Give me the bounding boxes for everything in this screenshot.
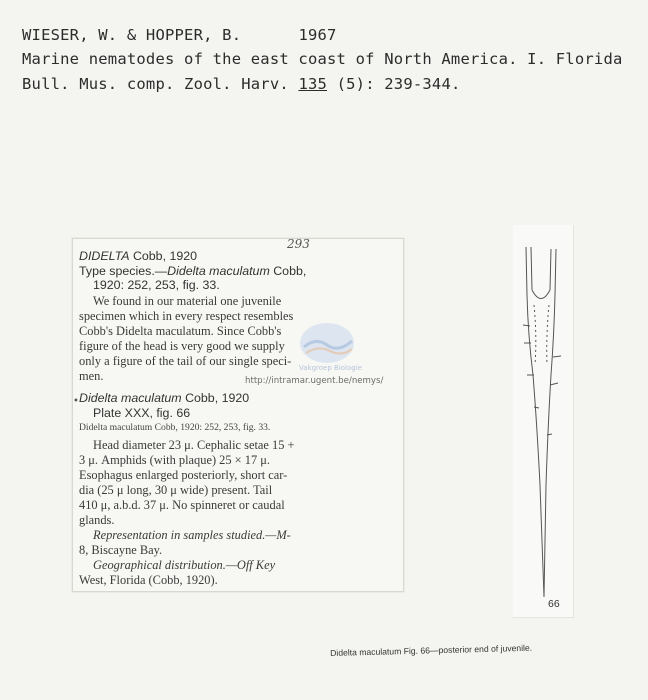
citation-volume: 135 xyxy=(298,75,328,93)
nematode-drawing xyxy=(513,225,573,617)
figure-caption: Didelta maculatum Fig. 66—posterior end of juvenile. xyxy=(330,642,533,658)
description-line: dia (25 μ long, 30 μ wide) present. Tail xyxy=(79,483,273,497)
distribution-line: Geographical distribution.—Off Key xyxy=(93,558,276,572)
handwritten-page-number: 293 xyxy=(287,237,310,251)
description-line: glands. xyxy=(79,513,115,527)
para-line: only a figure of the tail of our single speci- xyxy=(79,354,292,368)
citation-pages: (5): 239-344. xyxy=(336,75,461,93)
citation-journal-line xyxy=(22,75,461,93)
representation-line: 8, Biscayne Bay. xyxy=(79,543,163,557)
para-line: Cobb's Didelta maculatum. Since Cobb's xyxy=(79,324,282,338)
para-line: figure of the head is very good we supply xyxy=(79,339,285,353)
type-species-label: Type species.— xyxy=(79,264,168,278)
synonym-reference: Didelta maculatum Cobb, 1920: 252, 253, fig. 33. xyxy=(79,422,271,433)
species-heading-line xyxy=(79,391,249,405)
type-species-ref: 1920: 252, 253, fig. 33. xyxy=(93,278,220,292)
description-line: 410 μ, a.b.d. 37 μ. No spinneret or caudal xyxy=(79,498,285,512)
citation-journal: Bull. Mus. comp. Zool. Harv. xyxy=(22,75,289,93)
genus-heading: DIDELTA xyxy=(79,249,130,263)
watermark-label: Vakgroep Biologie xyxy=(299,364,362,372)
genus-heading-line xyxy=(79,249,197,263)
para-line: specimen which in every respect resembles xyxy=(79,309,294,323)
species-heading: Didelta maculatum xyxy=(79,391,182,405)
citation-authors: WIESER, W. & HOPPER, B. xyxy=(22,26,242,44)
description-line: Head diameter 23 μ. Cephalic setae 15 + xyxy=(93,438,295,452)
citation-year: 1967 xyxy=(298,26,337,44)
representation-line: Representation in samples studied.—M- xyxy=(93,528,291,542)
type-species-line xyxy=(79,264,306,278)
species-author: Cobb, 1920 xyxy=(185,391,250,405)
bullet-mark: • xyxy=(73,396,79,407)
description-line: 3 μ. Amphids (with plaque) 25 × 17 μ. xyxy=(79,453,270,467)
distribution-line: West, Florida (Cobb, 1920). xyxy=(79,573,218,587)
figure-number: 66 xyxy=(548,598,560,610)
genus-author: Cobb, 1920 xyxy=(132,249,198,263)
text-clipping xyxy=(72,238,404,592)
type-species-name: Didelta maculatum xyxy=(167,264,270,278)
type-species-author: Cobb, xyxy=(273,264,307,278)
description-line: Esophagus enlarged posteriorly, short car- xyxy=(79,468,288,482)
citation-authors-line xyxy=(22,26,337,44)
nematode-tail-figure xyxy=(513,225,574,618)
citation-title: Marine nematodes of the east coast of North America. I. Florida xyxy=(22,50,623,68)
para-line: men. xyxy=(79,369,104,383)
para-line: We found in our material one juvenile xyxy=(93,294,282,308)
plate-reference: Plate XXX, fig. 66 xyxy=(93,406,191,420)
watermark-url: http://intramar.ugent.be/nemys/ xyxy=(245,376,384,386)
